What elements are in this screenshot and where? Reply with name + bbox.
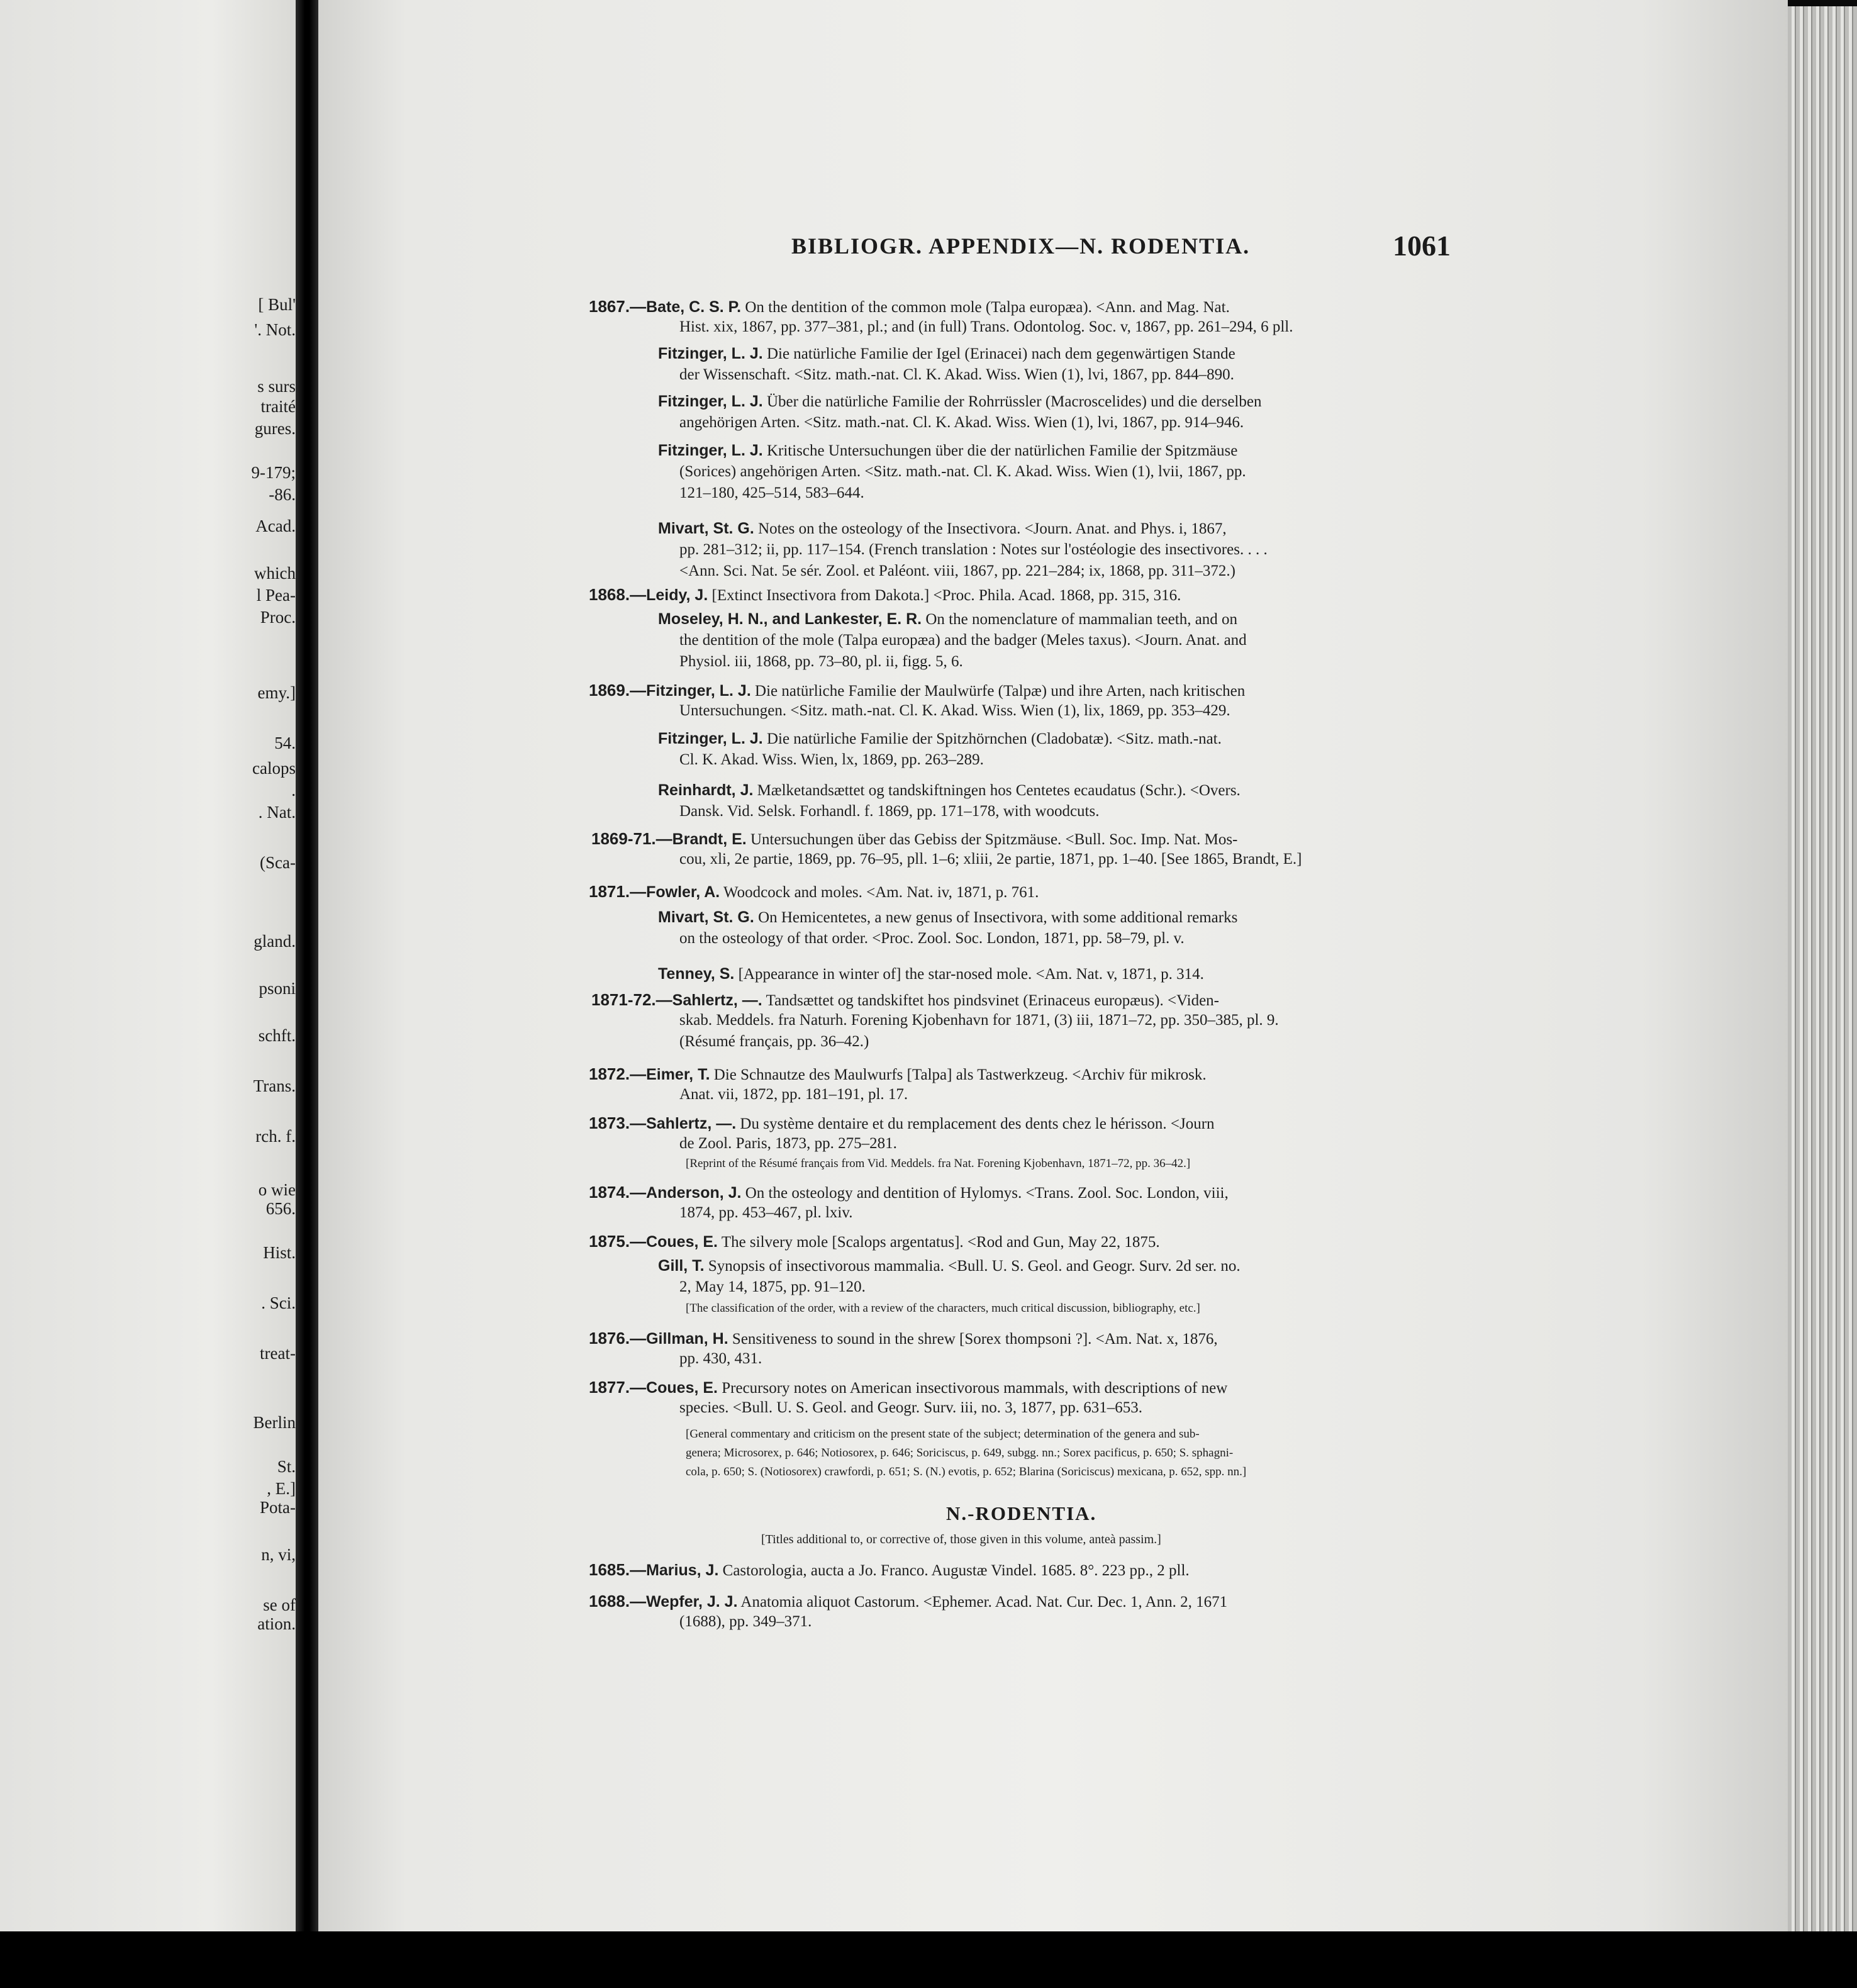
bibliography-line [658, 393, 1261, 411]
left-page-fragment: rch. f. [255, 1127, 296, 1146]
bibliography-line [658, 965, 1204, 983]
bibliography-line [679, 851, 1302, 868]
entry-year: 1871-72.— [591, 990, 672, 1009]
entry-year: 1867.— [589, 297, 647, 316]
entry-text: Mælketandsættet og tandskiftningen hos Centetes ecaudatus (Schr.). <Overs. [757, 782, 1241, 799]
entry-text: <Ann. Sci. Nat. 5e sér. Zool. et Paléont. viii, 1867, pp. 221–284; ix, 1868, pp. 311–372.) [679, 562, 1235, 579]
bottom-shadow [0, 1931, 1857, 1988]
entry-text: Die natürliche Familie der Spitzhörnchen (Cladobatæ). <Sitz. math.-nat. [766, 730, 1222, 747]
bibliography-line [658, 1257, 1241, 1275]
left-page-fragment: Pota- [260, 1498, 296, 1517]
bibliography-line [658, 908, 1237, 927]
entry-year: 1871.— [589, 882, 647, 901]
entry-year: 1873.— [589, 1114, 647, 1132]
left-page-fragment: treat- [260, 1344, 296, 1363]
entry-text: on the osteology of that order. <Proc. Zool. Soc. London, 1871, pp. 58–79, pl. v. [679, 930, 1185, 947]
page-edges [1788, 6, 1857, 1935]
left-page-fragment: . Sci. [261, 1293, 296, 1312]
entry-text: Castorologia, aucta a Jo. Franco. Augustæ Vindel. 1685. 8°. 223 pp., 2 pll. [722, 1562, 1190, 1579]
left-page-fragment: . [291, 781, 296, 800]
left-page-fragment: which [254, 564, 296, 583]
entry-text: Hist. xix, 1867, pp. 377–381, pl.; and (in full) Trans. Odontolog. Soc. v, 1867, pp. 261–294, 6 pll. [679, 318, 1293, 335]
entry-text: species. <Bull. U. S. Geol. and Geogr. Surv. iii, no. 3, 1877, pp. 631–653. [679, 1399, 1143, 1416]
entry-year: 1869-71.— [591, 829, 672, 848]
running-header: BIBLIOGR. APPENDIX—N. RODENTIA. [791, 233, 1251, 259]
bibliography-line [658, 781, 1241, 800]
entry-author: Gillman, H. [646, 1330, 728, 1348]
entry-text: Kritische Untersuchungen über die der natürlichen Familie der Spitzmäuse [766, 442, 1238, 459]
entry-text: Anatomia aliquot Castorum. <Ephemer. Acad. Nat. Cur. Dec. 1, Ann. 2, 1671 [740, 1594, 1228, 1611]
entry-text: (1688), pp. 349–371. [679, 1613, 812, 1630]
bibliography-line [679, 562, 1235, 580]
left-page-fragment: [ Bul' [258, 295, 296, 314]
bibliography-line [589, 1183, 1229, 1202]
entry-author: Fitzinger, L. J. [646, 682, 751, 700]
bibliography-line [679, 803, 1099, 820]
left-page-fragment: '. Not. [254, 320, 296, 339]
entry-author: Fitzinger, L. J. [658, 730, 763, 747]
entry-author: Mivart, St. G. [658, 908, 754, 926]
entry-text: Physiol. iii, 1868, pp. 73–80, pl. ii, figg. 5, 6. [679, 653, 963, 670]
entry-year: 1872.— [589, 1064, 647, 1083]
entry-note: cola, p. 650; S. (Notiosorex) crawfordi, p. 651; S. (N.) evotis, p. 652; Blarina (Soriciscus) mexicana, p. 652, spp. nn.] [686, 1465, 1247, 1478]
entry-year: 1874.— [589, 1183, 647, 1202]
bibliography-line [686, 1462, 1246, 1480]
bibliography-line [658, 520, 1227, 538]
bibliography-line [686, 1424, 1200, 1442]
section-note: [Titles additional to, or corrective of, those given in this volume, anteà passim.] [761, 1533, 1161, 1546]
left-page-fragment: se of [263, 1595, 296, 1614]
bibliography-line [679, 1135, 897, 1153]
entry-text: Untersuchungen über das Gebiss der Spitzmäuse. <Bull. Soc. Imp. Nat. Mos- [750, 831, 1238, 848]
entry-text: Precursory notes on American insectivorous mammals, with descriptions of new [722, 1380, 1228, 1397]
entry-author: Gill, T. [658, 1257, 705, 1275]
entry-year: 1688.— [589, 1592, 647, 1611]
entry-year: 1875.— [589, 1232, 647, 1251]
entry-note: [General commentary and criticism on the present state of the subject; determination of the genera and sub- [686, 1427, 1200, 1441]
left-page-fragment: o wie [258, 1180, 296, 1199]
bibliography-line [679, 541, 1268, 559]
entry-text: (Résumé français, pp. 36–42.) [679, 1033, 869, 1050]
bibliography-line [679, 1278, 866, 1296]
entry-author: Fitzinger, L. J. [658, 345, 763, 362]
book-gutter [296, 0, 318, 1938]
entry-text: 2, May 14, 1875, pp. 91–120. [679, 1278, 866, 1295]
entry-author: Brandt, E. [672, 830, 747, 848]
left-page-fragment: Proc. [260, 608, 296, 627]
bibliography-line [679, 463, 1246, 481]
entry-text: On the nomenclature of mammalian teeth, and on [925, 611, 1238, 628]
entry-text: Untersuchungen. <Sitz. math.-nat. Cl. K. Akad. Wiss. Wien (1), lix, 1869, pp. 353–429. [679, 702, 1230, 719]
bibliography-line [679, 1399, 1142, 1417]
entry-note: genera; Microsorex, p. 646; Notiosorex, p. 646; Soriciscus, p. 649, subgg. nn.; Sorex pacificus, p. 650; S. sphagni- [686, 1446, 1234, 1460]
entry-text: Synopsis of insectivorous mammalia. <Bull. U. S. Geol. and Geogr. Surv. 2d ser. no. [708, 1258, 1241, 1275]
entry-text: On the osteology and dentition of Hylomys. <Trans. Zool. Soc. London, viii, [745, 1185, 1229, 1202]
entry-year: 1876.— [589, 1329, 647, 1348]
entry-text: Über die natürliche Familie der Rohrrüssler (Macroscelides) und die derselben [766, 393, 1262, 410]
left-page-fragment: St. [277, 1457, 296, 1476]
left-page-fragment: -86. [269, 485, 296, 504]
bibliography-line [679, 1613, 811, 1631]
entry-text: Dansk. Vid. Selsk. Forhandl. f. 1869, pp. 171–178, with woodcuts. [679, 803, 1100, 820]
entry-text: pp. 430, 431. [679, 1350, 762, 1367]
entry-text: skab. Meddels. fra Naturh. Forening Kjobenhavn for 1871, (3) iii, 1871–72, pp. 350–385, pl. 9. [679, 1012, 1279, 1029]
bibliography-line [591, 990, 1219, 1010]
entry-text: 121–180, 425–514, 583–644. [679, 484, 864, 501]
bibliography-line [679, 632, 1247, 649]
entry-author: Eimer, T. [646, 1066, 710, 1083]
entry-year: 1877.— [589, 1378, 647, 1397]
left-page-fragment: psoni [259, 979, 296, 998]
entry-author: Tenney, S. [658, 965, 735, 983]
left-page-fragment: s surs [257, 377, 296, 396]
entry-year: 1685.— [589, 1560, 647, 1579]
entry-author: Marius, J. [646, 1561, 719, 1579]
bibliography-line [658, 730, 1222, 748]
bibliography-line [589, 1329, 1218, 1348]
entry-text: de Zool. Paris, 1873, pp. 275–281. [679, 1135, 897, 1152]
bibliography-line [679, 366, 1234, 384]
entry-author: Mivart, St. G. [658, 520, 754, 537]
left-page-fragment: gland. [254, 932, 296, 951]
bibliography-line [589, 297, 1230, 316]
left-page-fragment: (Sca- [260, 853, 296, 872]
bibliography-line [679, 414, 1244, 432]
entry-author: Fitzinger, L. J. [658, 393, 763, 410]
bibliography-line [589, 585, 1181, 605]
left-page-fragment: Berlin [253, 1413, 296, 1432]
bibliography-line [679, 484, 864, 502]
bibliography-line [686, 1154, 1190, 1171]
entry-year: 1868.— [589, 585, 647, 604]
entry-author: Coues, E. [646, 1233, 718, 1251]
bibliography-line [686, 1298, 1200, 1316]
bibliography-line [679, 318, 1293, 336]
section-title: N.-RODENTIA. [946, 1502, 1097, 1524]
entry-author: Reinhardt, J. [658, 781, 754, 799]
entry-text: Woodcock and moles. <Am. Nat. iv, 1871, p. 761. [723, 884, 1039, 901]
bibliography-line [589, 681, 1245, 700]
entry-text: cou, xli, 2e partie, 1869, pp. 76–95, pll. 1–6; xliii, 2e partie, 1871, pp. 1–40. [See 1865, Brandt, E.] [679, 851, 1302, 868]
entry-author: Bate, C. S. P. [646, 298, 742, 316]
bibliography-line [658, 610, 1237, 628]
bibliography-line [589, 1064, 1207, 1084]
entry-note: [The classification of the order, with a review of the characters, much critical discussion, bibliography, etc.] [686, 1302, 1200, 1315]
entry-text: der Wissenschaft. <Sitz. math.-nat. Cl. K. Akad. Wiss. Wien (1), lvi, 1867, pp. 844–890. [679, 366, 1234, 383]
entry-text: the dentition of the mole (Talpa europæa) and the badger (Meles taxus). <Journ. Anat. and [679, 632, 1247, 649]
entry-author: Leidy, J. [646, 586, 708, 604]
left-page-fragment: l Pea- [256, 586, 296, 605]
bibliography-line [589, 1560, 1190, 1580]
bibliography-line [679, 653, 963, 671]
left-page-fragment: 54. [274, 734, 296, 752]
left-page-fragment: calops [252, 759, 296, 778]
entry-text: Die natürliche Familie der Igel (Erinacei) nach dem gegenwärtigen Stande [766, 345, 1235, 362]
entry-text: Die Schnautze des Maulwurfs [Talpa] als Tastwerkzeug. <Archiv für mikrosk. [713, 1066, 1207, 1083]
entry-text: Tandsættet og tandskiftet hos pindsvinet (Erinaceus europæus). <Viden- [766, 992, 1219, 1009]
bibliography-line [686, 1443, 1233, 1461]
left-page-fragment: Hist. [263, 1243, 296, 1262]
bibliography-line [591, 829, 1237, 849]
entry-text: pp. 281–312; ii, pp. 117–154. (French translation : Notes sur l'ostéologie des insectivores. . . . [679, 541, 1268, 558]
left-page-fragment: schft. [258, 1026, 296, 1045]
entry-text: On the dentition of the common mole (Talpa europæa). <Ann. and Mag. Nat. [745, 299, 1230, 316]
left-page-fragment: , E.] [267, 1479, 296, 1498]
entry-text: Notes on the osteology of the Insectivora. <Journ. Anat. and Phys. i, 1867, [758, 520, 1227, 537]
entry-text: [Appearance in winter of] the star-nosed mole. <Am. Nat. v, 1871, p. 314. [738, 966, 1204, 983]
entry-text: [Extinct Insectivora from Dakota.] <Proc. Phila. Acad. 1868, pp. 315, 316. [711, 587, 1181, 604]
entry-text: Du système dentaire et du remplacement des dents chez le hérisson. <Journ [740, 1115, 1215, 1132]
entry-author: Anderson, J. [646, 1184, 742, 1202]
entry-author: Fowler, A. [646, 883, 720, 901]
entry-text: On Hemicentetes, a new genus of Insectivora, with some additional remarks [758, 909, 1238, 926]
bibliography-line [679, 930, 1185, 947]
bibliography-line [589, 1592, 1227, 1611]
left-page-fragment: Trans. [253, 1076, 296, 1095]
entry-author: Sahlertz, —. [646, 1115, 737, 1132]
entry-note: [Reprint of the Résumé français from Vid. Meddels. fra Nat. Forening Kjobenhavn, 1871–72, pp. 36–42.] [686, 1157, 1191, 1170]
entry-text: Sensitiveness to sound in the shrew [Sorex thompsoni ?]. <Am. Nat. x, 1876, [732, 1331, 1218, 1348]
left-page-fragment: gures. [254, 419, 296, 438]
entry-author: Wepfer, J. J. [646, 1593, 738, 1611]
bibliography-line [589, 1114, 1215, 1133]
bibliography-line [679, 1033, 869, 1051]
bibliography-line [589, 1378, 1227, 1397]
entry-text: 1874, pp. 453–467, pl. lxiv. [679, 1204, 853, 1221]
entry-year: 1869.— [589, 681, 647, 700]
entry-text: The silvery mole [Scalops argentatus]. <Rod and Gun, May 22, 1875. [721, 1234, 1160, 1251]
entry-text: (Sorices) angehörigen Arten. <Sitz. math.-nat. Cl. K. Akad. Wiss. Wien (1), lvii, 1867, pp. [679, 463, 1246, 480]
left-page-fragment: Acad. [255, 517, 296, 535]
page-number: 1061 [1393, 230, 1451, 262]
bibliography-line [679, 1012, 1279, 1029]
entry-author: Fitzinger, L. J. [658, 442, 763, 459]
bibliography-line [679, 751, 984, 769]
bibliography-line [589, 1232, 1160, 1251]
entry-author: Sahlertz, —. [672, 991, 762, 1009]
bibliography-line [679, 702, 1230, 720]
entry-author: Coues, E. [646, 1379, 718, 1397]
left-page-fragment: ation. [257, 1614, 296, 1633]
left-page-fragment: emy.] [257, 683, 296, 702]
left-page-fragment: 9-179; [251, 463, 296, 482]
bibliography-line [679, 1204, 852, 1222]
entry-text: Cl. K. Akad. Wiss. Wien, lx, 1869, pp. 263–289. [679, 751, 984, 768]
left-page [0, 0, 302, 1931]
entry-text: Die natürliche Familie der Maulwürfe (Talpæ) und ihre Arten, nach kritischen [755, 683, 1246, 700]
bibliography-line [679, 1086, 908, 1103]
entry-text: Anat. vii, 1872, pp. 181–191, pl. 17. [679, 1086, 908, 1103]
left-page-fragment: . Nat. [258, 803, 296, 822]
bibliography-line [679, 1350, 762, 1368]
entry-text: angehörigen Arten. <Sitz. math.-nat. Cl. K. Akad. Wiss. Wien (1), lvi, 1867, pp. 914–946. [679, 414, 1244, 431]
bibliography-line [658, 442, 1237, 460]
entry-author: Moseley, H. N., and Lankester, E. R. [658, 610, 922, 628]
left-page-fragment: 656. [265, 1199, 296, 1218]
left-page-fragment: traité [260, 397, 296, 416]
bibliography-line [658, 345, 1235, 363]
bibliography-line [589, 882, 1039, 902]
left-page-fragment: n, vi, [261, 1545, 296, 1564]
